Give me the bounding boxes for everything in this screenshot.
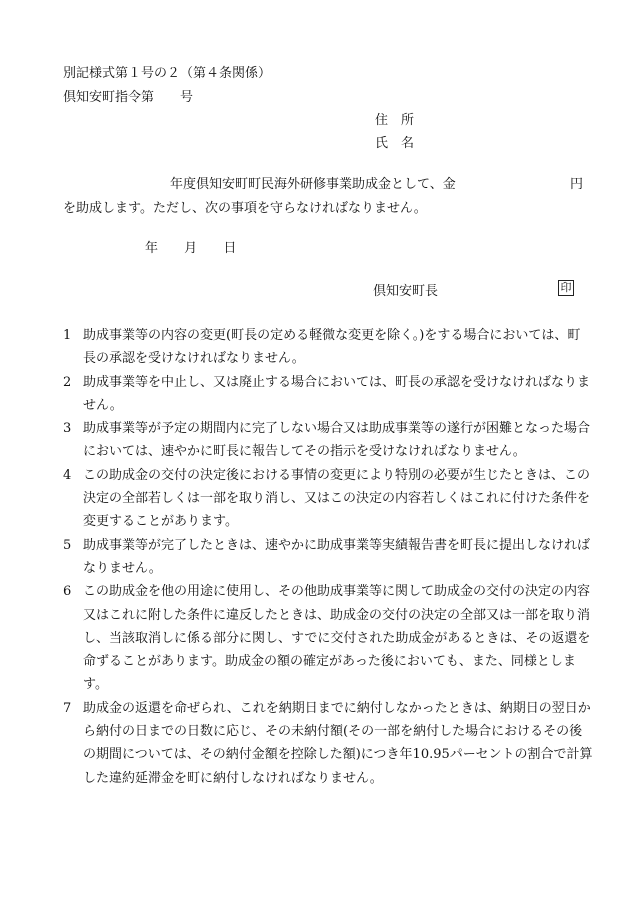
seal-stamp: 印: [558, 280, 574, 296]
date-month: 月: [184, 241, 198, 256]
condition-number: 7: [63, 700, 72, 716]
condition-number: 5: [63, 537, 72, 553]
address-label: 住 所: [375, 113, 415, 128]
condition-item: [63, 534, 593, 581]
condition-text: 助成金の返還を命ぜられ、これを納期日までに納付しなかったときは、納期日の翌日から納付の日までの日数に応じ、その未納付額(その一部を納付した場合におけるその後の期間については、その納付金額を控除した額)につき年10.95パーセントの割合で計算した違約延滞金を町に納付しなければなりません。: [83, 700, 593, 786]
date-day: 日: [223, 241, 237, 256]
condition-number: 1: [63, 328, 72, 343]
name-label: 氏 名: [375, 136, 415, 151]
condition-text: 助成事業等を中止し、又は廃止する場合においては、町長の承認を受けなければなりません。: [83, 374, 591, 413]
yen-label: 円: [570, 177, 584, 192]
condition-item: [63, 324, 593, 371]
grant-statement-line1: 年度倶知安町町民海外研修事業助成金として、金: [170, 177, 456, 192]
conditions-list: [63, 324, 593, 790]
grant-statement-line2: を助成します。ただし、次の事項を守らなければなりません。: [63, 201, 427, 216]
form-title: 別記様式第１号の２（第４条関係）: [63, 66, 272, 81]
condition-text: この助成金の交付の決定後における事情の変更により特別の必要が生じたときは、この決定の全部若しくは一部を取り消し、又はこの決定の内容若しくはこれに付けた条件を変更することがあります。: [83, 467, 591, 530]
condition-item: [63, 464, 593, 534]
condition-text: 助成事業等の内容の変更(町長の定める軽微な変更を除く。)をする場合においては、町長の承認を受けなければなりません。: [83, 328, 581, 367]
condition-text: 助成事業等が予定の期間内に完了しない場合又は助成事業等の遂行が困難となった場合においては、速やかに町長に報告してその指示を受けなければなりません。: [83, 421, 591, 460]
condition-item: [63, 580, 593, 696]
condition-number: 4: [63, 467, 72, 483]
condition-text: 助成事業等が完了したときは、速やかに助成事業等実績報告書を町長に提出しなければなりません。: [83, 537, 591, 576]
reference-number: 倶知安町指令第 号: [63, 90, 194, 105]
condition-number: 2: [63, 374, 72, 390]
condition-item: [63, 417, 593, 464]
condition-number: 3: [63, 421, 72, 437]
condition-item: [63, 697, 593, 790]
issuer-title: 倶知安町長: [373, 284, 439, 299]
condition-text: この助成金を他の用途に使用し、その他助成事業等に関して助成金の交付の決定の内容又はこれに附した条件に違反したときは、助成金の交付の決定の全部又は一部を取り消し、当該取消しに係る部分に関し、すでに交付された助成金があるときは、その返還を命ずることがあります。助成金の額の確定があった後においても、また、同様とします。: [83, 584, 591, 693]
date-year: 年: [145, 241, 159, 256]
condition-number: 6: [63, 584, 72, 600]
condition-item: [63, 371, 593, 418]
date-line: [145, 242, 258, 255]
